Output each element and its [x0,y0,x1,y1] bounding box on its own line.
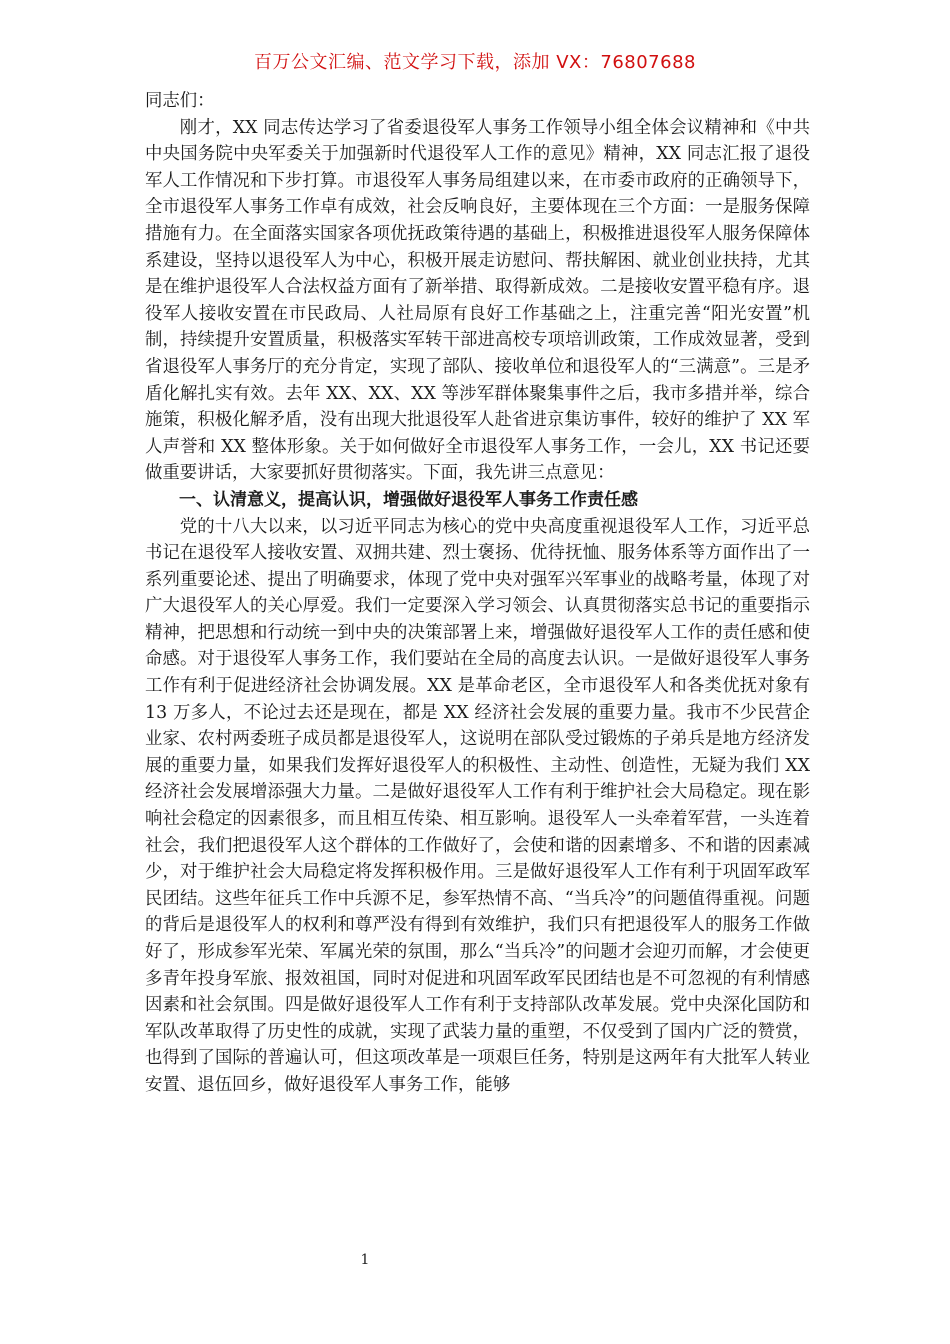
salutation: 同志们： [145,91,215,111]
section-heading: 一、认清意义，提高认识，增强做好退役军人事务工作责任感 [179,489,638,510]
intro-paragraph: 刚才，XX 同志传达学习了省委退役军人事务工作领导小组全体会议精神和《中共中央国务院中央军委关于加强新时代退役军人工作的意见》精神，XX 同志汇报了退役军人工作情况和下步打算。市退役军人事务局组建以来，在市委市政府的正确领导下，全市退役军人事务工作卓有成效，社会反响良好，主要体现在三个方面：一是服务保障措施有力。在全面落实国家各项优抚政策待遇的基础上，积极推进退役军人服务保障体系建设，坚持以退役军人为中心，积极开展走访慰问、帮扶解困、就业创业扶持，尤其是在维护退役军人合法权益方面有了新举措、取得新成效。二是接收安置平稳有序。退役军人接收安置在市民政局、人社局原有良好工作基础之上，注重完善“阳光安置”机制，持续提升安置质量，积极落实军转干部进高校专项培训政策，工作成效显著，受到省退役军人事务厅的充分肯定，实现了部队、接收单位和退役军人的“三满意”。三是矛盾化解扎实有效。去年 XX、XX、XX 等涉军群体聚集事件之后，我市多措并举，综合施策，积极化解矛盾，没有出现大批退役军人赴省进京集访事件，较好的维护了 XX 军人声誉和 XX 整体形象。关于如何做好全市退役军人事务工作，一会儿，XX 书记还要做重要讲话，大家要抓好贯彻落实。下面，我先讲三点意见： [145,117,810,484]
page-number: 1 [360,1252,370,1268]
header-banner: 百万公文汇编、范文学习下载，添加 VX：76807688 [254,52,696,73]
section-paragraph: 党的十八大以来，以习近平同志为核心的党中央高度重视退役军人工作，习近平总书记在退役军人接收安置、双拥共建、烈士褒扬、优待抚恤、服务体系等方面作出了一系列重要论述、提出了明确要求，体现了党中央对强军兴军事业的战略考量，体现了对广大退役军人的关心厚爱。我们一定要深入学习领会、认真贯彻落实总书记的重要指示精神，把思想和行动统一到中央的决策部署上来，增强做好退役军人工作的责任感和使命感。对于退役军人事务工作，我们要站在全局的高度去认识。一是做好退役军人事务工作有利于促进经济社会协调发展。XX 是革命老区，全市退役军人和各类优抚对象有 13 万多人，不论过去还是现在，都是 XX 经济社会发展的重要力量。我市不少民营企业家、农村两委班子成员都是退役军人，这说明在部队受过锻炼的子弟兵是地方经济发展的重要力量，如果我们发挥好退役军人的积极性、主动性、创造性，无疑为我们 XX 经济社会发展增添强大力量。二是做好退役军人工作有利于维护社会大局稳定。现在影响社会稳定的因素很多，而且相互传染、相互影响。退役军人一头牵着军营，一头连着社会，我们把退役军人这个群体的工作做好了，会使和谐的因素增多、不和谐的因素减少，对于维护社会大局稳定将发挥积极作用。三是做好退役军人工作有利于巩固军政军民团结。这些年征兵工作中兵源不足，参军热情不高、“当兵冷”的问题值得重视。问题的背后是退役军人的权利和尊严没有得到有效维护，我们只有把退役军人的服务工作做好了，形成参军光荣、军属光荣的氛围，那么“当兵冷”的问题才会迎刃而解，才会使更多青年投身军旅、报效祖国，同时对促进和巩固军政军民团结也是不可忽视的有利情感因素和社会氛围。四是做好退役军人工作有利于支持部队改革发展。党中央深化国防和军队改革取得了历史性的成就，实现了武装力量的重塑，不仅受到了国内广泛的赞赏，也得到了国际的普遍认可，但这项改革是一项艰巨任务，特别是这两年有大批军人转业安置、退伍回乡，做好退役军人事务工作，能够 [145,516,810,1095]
document-body [145,88,810,1099]
